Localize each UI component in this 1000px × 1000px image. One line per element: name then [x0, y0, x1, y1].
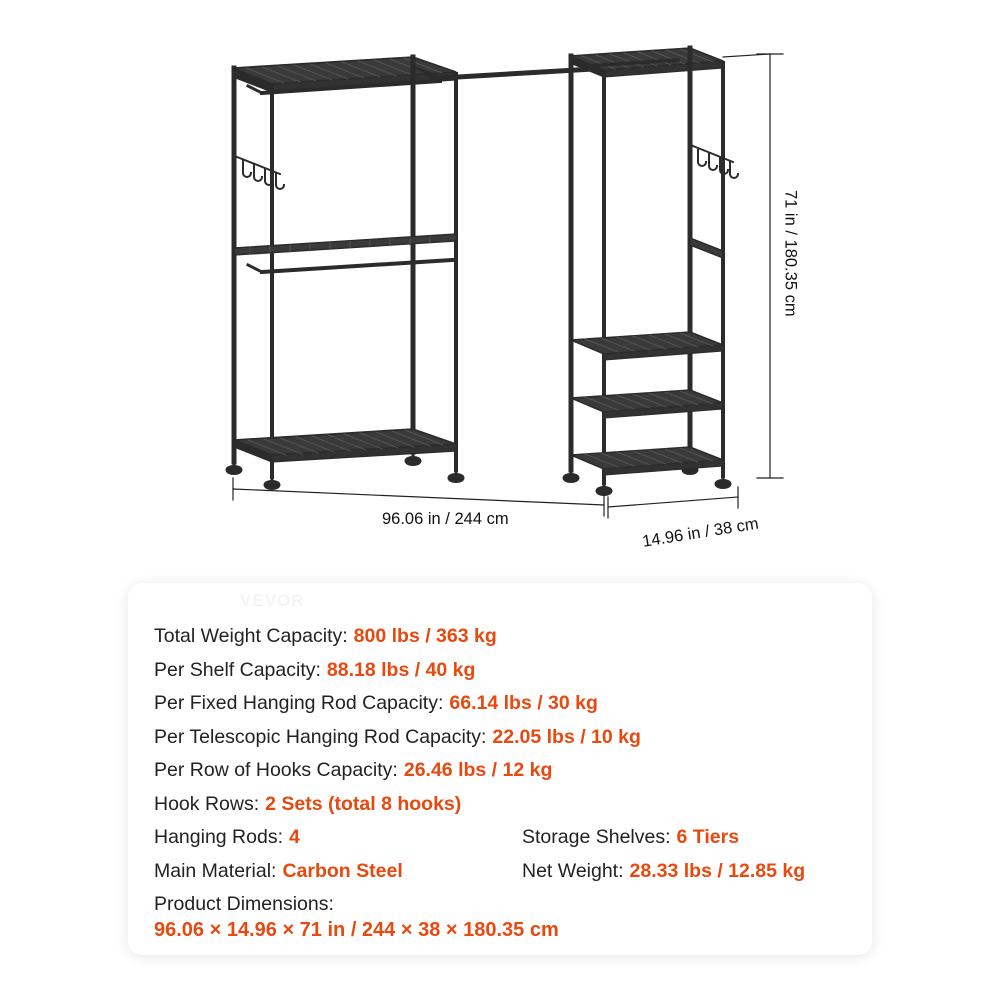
spec-value: 800 lbs / 363 kg — [353, 625, 497, 647]
left-bottom-shelf — [234, 429, 456, 462]
spec-value: Carbon Steel — [282, 859, 403, 882]
spec-label: Storage Shelves: — [522, 826, 671, 848]
spec-label: Hanging Rods: — [154, 826, 283, 848]
brand-watermark: VEVOR — [240, 591, 305, 610]
spec-label: Per Shelf Capacity: — [154, 658, 321, 681]
spec-row-hook-rows — [154, 793, 860, 825]
right-hook-row — [693, 146, 738, 178]
spec-value: 88.18 lbs / 40 kg — [326, 658, 476, 681]
spec-value: 28.33 lbs / 12.85 kg — [629, 859, 806, 882]
spec-row-material-and-weight — [154, 860, 860, 892]
spec-row-fixed-rod-capacity — [154, 692, 860, 724]
spec-row-total-weight-capacity — [154, 625, 860, 657]
height-dimension-label: 71 in / 180.35 cm — [781, 190, 800, 317]
specifications-card — [128, 583, 872, 955]
spec-label: Per Telescopic Hanging Rod Capacity: — [154, 725, 487, 748]
spec-label: Product Dimensions: — [154, 893, 334, 915]
depth-dimension-label: 14.96 in / 38 cm — [641, 514, 760, 551]
left-mid-hanging-rod — [248, 260, 452, 272]
spec-label: Main Material: — [154, 859, 277, 882]
spec-value: 4 — [289, 826, 300, 848]
spec-label: Per Fixed Hanging Rod Capacity: — [154, 692, 444, 714]
spec-col-net-weight — [522, 860, 805, 883]
left-hook-row — [237, 157, 284, 189]
spec-label: Hook Rows: — [154, 792, 260, 815]
spec-value: 66.14 lbs / 30 kg — [449, 692, 598, 714]
spec-label: Net Weight: — [522, 859, 624, 882]
spec-row-per-shelf-capacity — [154, 659, 860, 691]
right-shelf-tier-2 — [690, 238, 723, 258]
right-shelf-tier-4 — [571, 390, 723, 418]
spec-label: Total Weight Capacity: — [154, 625, 348, 647]
spec-row-telescopic-rod-capacity — [154, 726, 860, 758]
spec-value: 2 Sets (total 8 hooks) — [265, 792, 462, 815]
spec-label: Per Row of Hooks Capacity: — [154, 759, 398, 781]
spec-value: 96.06 × 14.96 × 71 in / 244 × 38 × 180.35 cm — [154, 919, 559, 941]
spec-col-hanging-rods — [154, 826, 522, 849]
right-shelf-tier-5 — [571, 447, 723, 475]
spec-col-main-material — [154, 860, 522, 883]
spec-row-rods-and-shelves — [154, 826, 860, 858]
spec-col-storage-shelves — [522, 826, 739, 849]
left-mid-shelf — [234, 234, 456, 255]
spec-row-product-dimensions — [154, 893, 860, 942]
spec-value: 26.46 lbs / 12 kg — [403, 759, 553, 781]
right-shelf-tier-3 — [571, 332, 723, 360]
width-dimension-label: 96.06 in / 244 cm — [382, 510, 509, 528]
spec-row-hook-row-capacity — [154, 759, 860, 791]
specifications-list — [154, 625, 860, 944]
spec-value: 6 Tiers — [676, 826, 740, 848]
spec-value: 22.05 lbs / 10 kg — [492, 725, 641, 748]
